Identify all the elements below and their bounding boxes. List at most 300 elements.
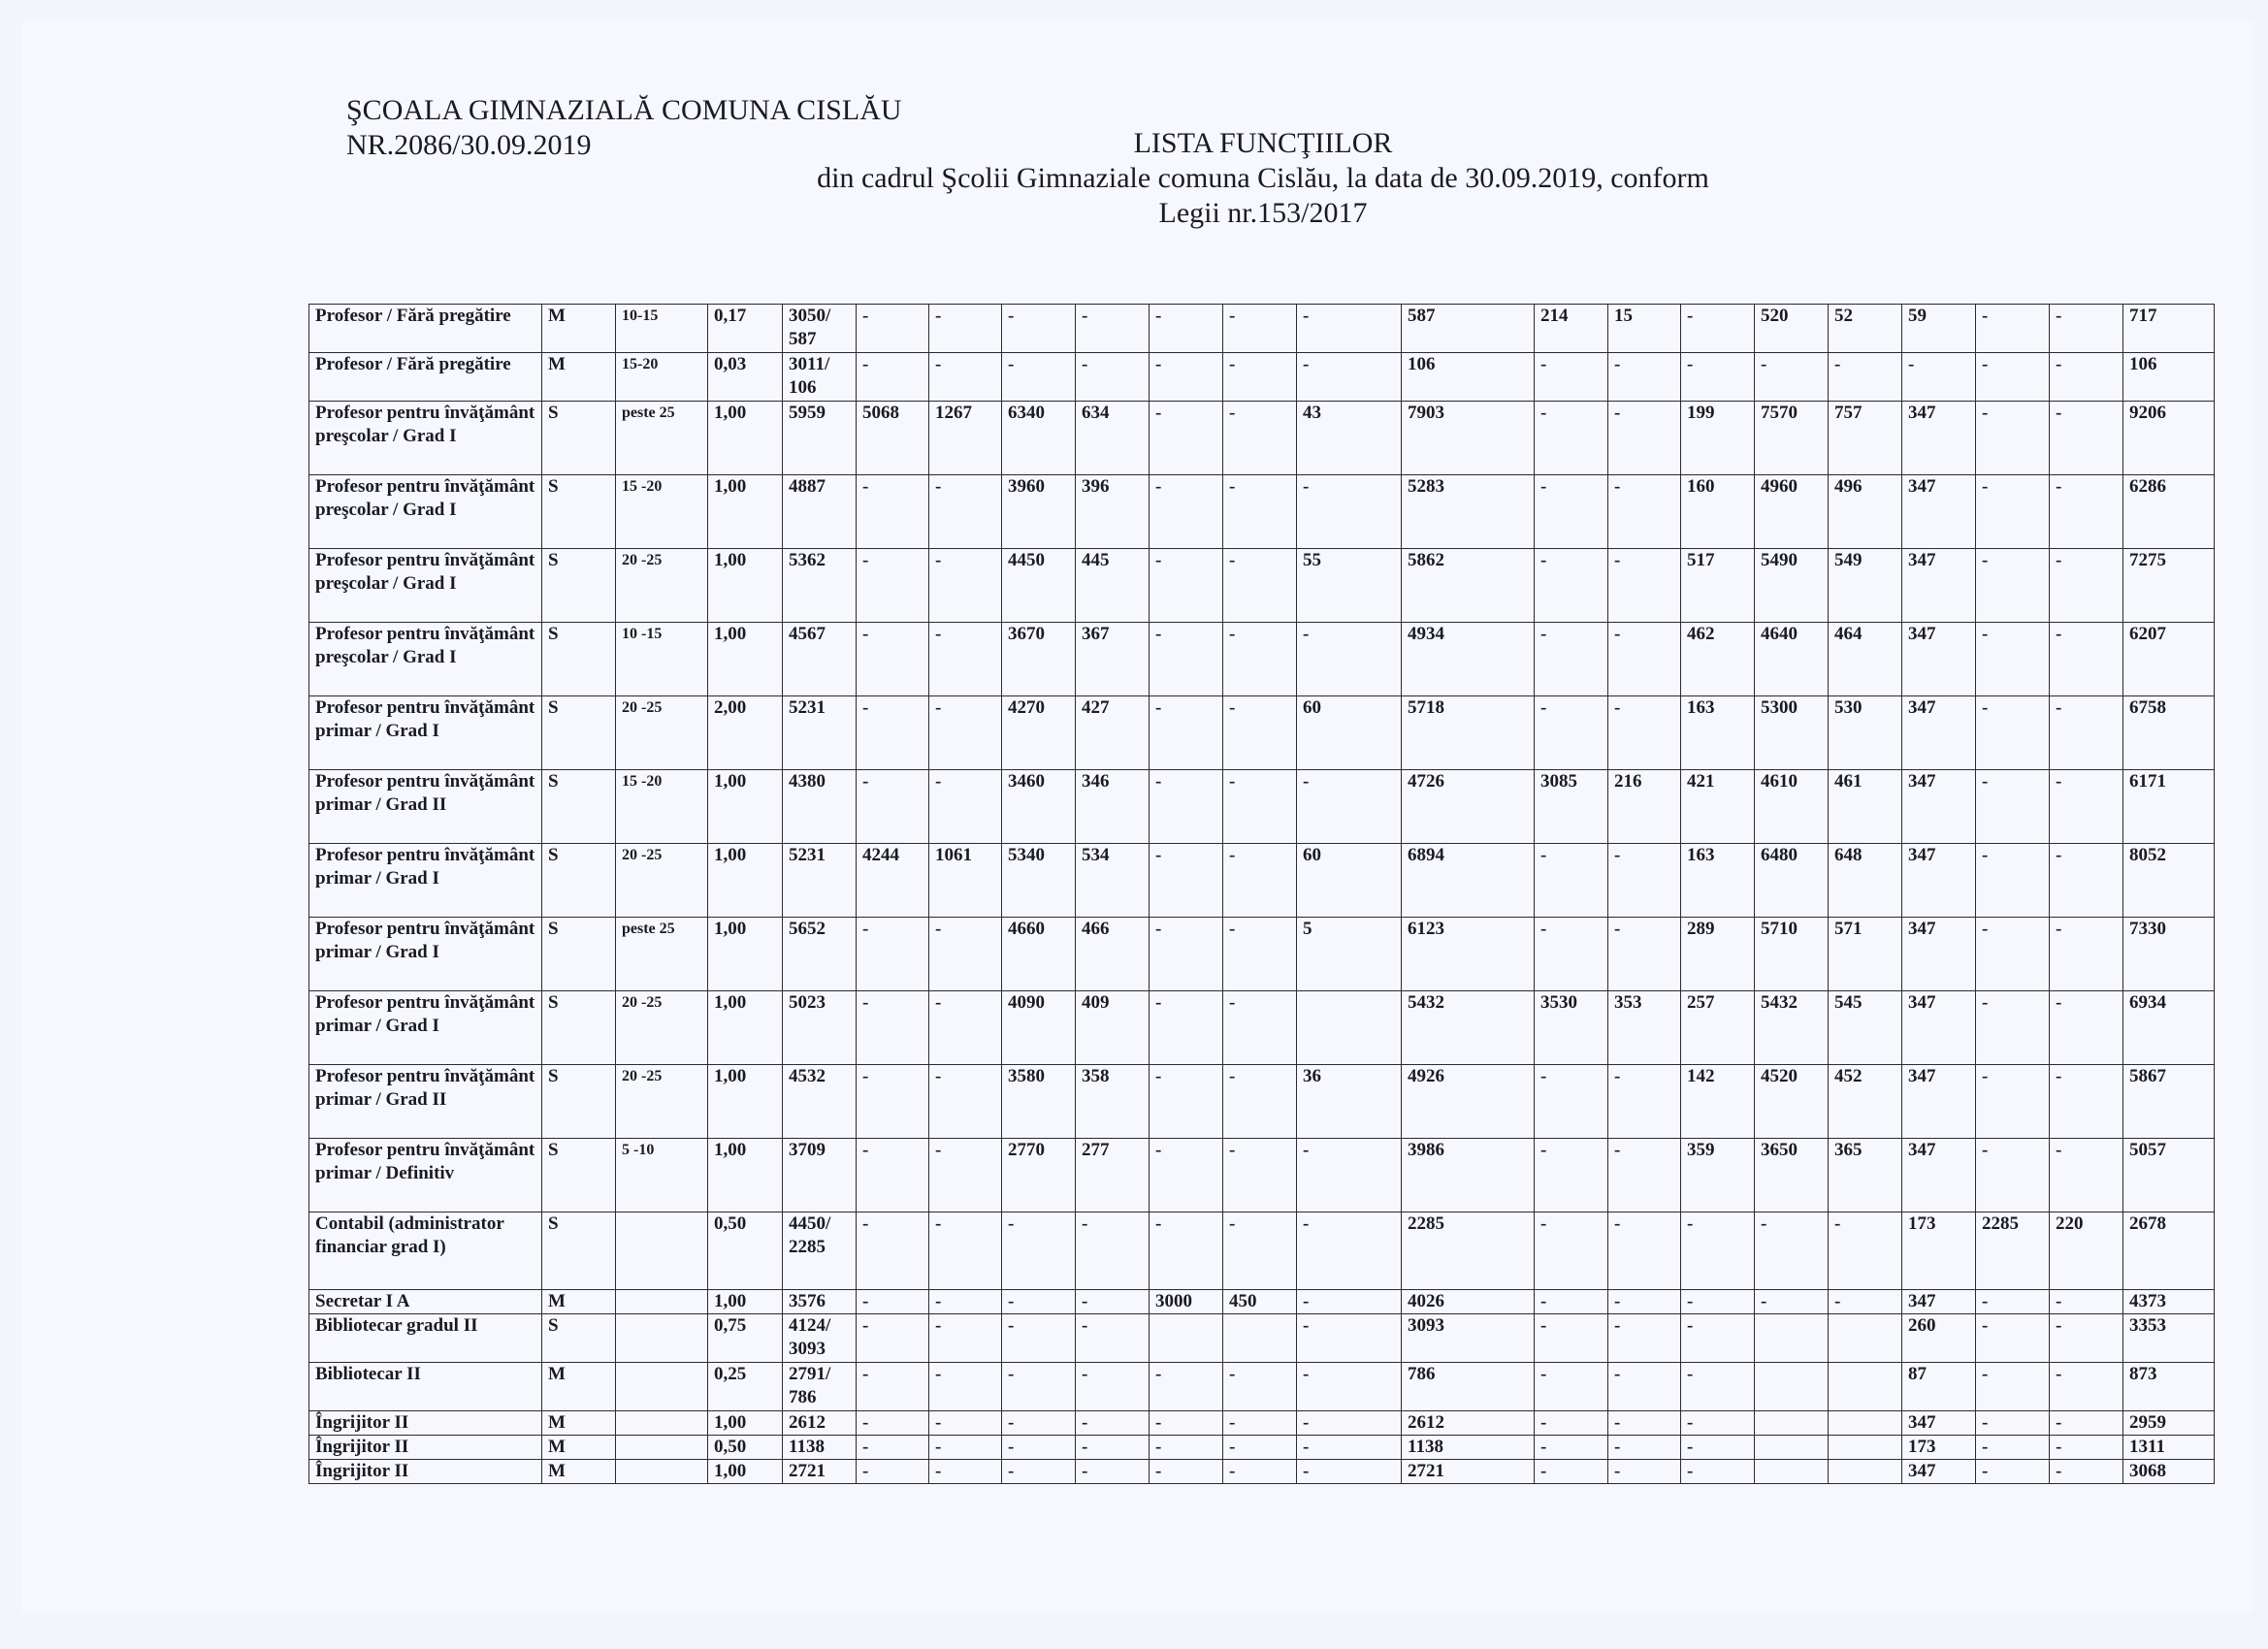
- cell-c11: -: [1223, 1436, 1297, 1460]
- cell-c20: -: [1976, 1139, 2050, 1212]
- cell-c11: -: [1223, 1460, 1297, 1484]
- cell-c19: 347: [1902, 1460, 1976, 1484]
- cell-c21: -: [2050, 1065, 2123, 1139]
- cell-c18: [1829, 1411, 1902, 1436]
- cell-c6: -: [857, 305, 929, 353]
- cell-c18: 464: [1829, 623, 1902, 696]
- cell-c11: -: [1223, 1065, 1297, 1139]
- cell-c12: -: [1297, 1363, 1402, 1411]
- cell-job-title: Bibliotecar II: [309, 1363, 542, 1411]
- cell-gross-total: 3093: [1402, 1314, 1535, 1363]
- cell-c16: -: [1681, 305, 1755, 353]
- cell-c19: 347: [1902, 696, 1976, 770]
- cell-c18: 461: [1829, 770, 1902, 844]
- cell-job-title: Profesor pentru învăţământ primar / Grad I: [309, 844, 542, 918]
- cell-c20: -: [1976, 305, 2050, 353]
- cell-c8: -: [1002, 1363, 1076, 1411]
- cell-norm: 0,03: [708, 353, 783, 402]
- cell-c12: 60: [1297, 844, 1402, 918]
- cell-norm: 1,00: [708, 549, 783, 623]
- cell-c8: 4090: [1002, 991, 1076, 1065]
- cell-c9: -: [1076, 1460, 1150, 1484]
- cell-education-level: M: [542, 353, 616, 402]
- cell-norm: 0,50: [708, 1212, 783, 1290]
- cell-c21: -: [2050, 549, 2123, 623]
- cell-c11: -: [1223, 770, 1297, 844]
- cell-c14: -: [1535, 1212, 1608, 1290]
- cell-c7: -: [929, 1065, 1002, 1139]
- cell-education-level: M: [542, 1460, 616, 1484]
- table-row: [309, 1363, 2215, 1411]
- school-name: ŞCOALA GIMNAZIALĂ COMUNA CISLĂU: [346, 94, 902, 126]
- table-row: [309, 1460, 2215, 1484]
- cell-seniority: 15-20: [616, 353, 708, 402]
- cell-norm: 1,00: [708, 1290, 783, 1314]
- cell-c7: -: [929, 1460, 1002, 1484]
- cell-c12: -: [1297, 1460, 1402, 1484]
- cell-c20: -: [1976, 991, 2050, 1065]
- cell-c16: 199: [1681, 402, 1755, 475]
- cell-c12: -: [1297, 1139, 1402, 1212]
- cell-c7: -: [929, 1411, 1002, 1436]
- cell-education-level: M: [542, 1290, 616, 1314]
- cell-c19: 347: [1902, 1411, 1976, 1436]
- cell-c14: -: [1535, 1314, 1608, 1363]
- cell-c11: -: [1223, 1139, 1297, 1212]
- cell-c20: -: [1976, 475, 2050, 549]
- cell-c9: 396: [1076, 475, 1150, 549]
- cell-c8: 3670: [1002, 623, 1076, 696]
- cell-c19: 347: [1902, 402, 1976, 475]
- cell-final-total: 6758: [2123, 696, 2215, 770]
- cell-c18: 549: [1829, 549, 1902, 623]
- cell-c18: [1829, 1363, 1902, 1411]
- cell-c11: [1223, 1314, 1297, 1363]
- cell-c11: -: [1223, 402, 1297, 475]
- cell-job-title: Contabil (administrator financiar grad I): [309, 1212, 542, 1290]
- cell-base-salary: 5959: [783, 402, 857, 475]
- cell-c17: [1755, 1363, 1829, 1411]
- cell-c14: 3085: [1535, 770, 1608, 844]
- cell-c17: 3650: [1755, 1139, 1829, 1212]
- cell-c10: -: [1150, 1212, 1223, 1290]
- cell-education-level: S: [542, 1139, 616, 1212]
- cell-c15: -: [1608, 1212, 1681, 1290]
- table-row: [309, 1065, 2215, 1139]
- cell-c18: 571: [1829, 918, 1902, 991]
- cell-norm: 2,00: [708, 696, 783, 770]
- cell-c15: -: [1608, 844, 1681, 918]
- cell-c17: 5710: [1755, 918, 1829, 991]
- cell-norm: 1,00: [708, 844, 783, 918]
- cell-c11: -: [1223, 844, 1297, 918]
- cell-c21: -: [2050, 844, 2123, 918]
- cell-c21: -: [2050, 1139, 2123, 1212]
- cell-c12: -: [1297, 1212, 1402, 1290]
- cell-c8: -: [1002, 1290, 1076, 1314]
- cell-seniority: [616, 1290, 708, 1314]
- cell-c19: 347: [1902, 1065, 1976, 1139]
- cell-c12: 5: [1297, 918, 1402, 991]
- cell-c15: -: [1608, 1314, 1681, 1363]
- cell-final-total: 7275: [2123, 549, 2215, 623]
- cell-c15: -: [1608, 475, 1681, 549]
- cell-c20: -: [1976, 623, 2050, 696]
- cell-job-title: Secretar I A: [309, 1290, 542, 1314]
- cell-c9: 445: [1076, 549, 1150, 623]
- cell-c19: -: [1902, 353, 1976, 402]
- cell-c12: -: [1297, 1314, 1402, 1363]
- cell-c6: -: [857, 623, 929, 696]
- cell-c14: -: [1535, 844, 1608, 918]
- cell-c7: -: [929, 1363, 1002, 1411]
- cell-c8: 4450: [1002, 549, 1076, 623]
- cell-seniority: peste 25: [616, 918, 708, 991]
- cell-job-title: Îngrijitor II: [309, 1436, 542, 1460]
- cell-c10: -: [1150, 549, 1223, 623]
- cell-seniority: peste 25: [616, 402, 708, 475]
- cell-c18: 648: [1829, 844, 1902, 918]
- cell-education-level: S: [542, 549, 616, 623]
- cell-norm: 1,00: [708, 918, 783, 991]
- cell-c11: -: [1223, 549, 1297, 623]
- cell-gross-total: 786: [1402, 1363, 1535, 1411]
- cell-base-salary: 4450/ 2285: [783, 1212, 857, 1290]
- cell-c11: -: [1223, 1363, 1297, 1411]
- table-row: [309, 1290, 2215, 1314]
- cell-gross-total: 5718: [1402, 696, 1535, 770]
- cell-c20: -: [1976, 1314, 2050, 1363]
- cell-final-total: 106: [2123, 353, 2215, 402]
- cell-seniority: [616, 1363, 708, 1411]
- cell-c9: 367: [1076, 623, 1150, 696]
- cell-final-total: 6171: [2123, 770, 2215, 844]
- cell-final-total: 8052: [2123, 844, 2215, 918]
- cell-c15: -: [1608, 1460, 1681, 1484]
- cell-c17: 5432: [1755, 991, 1829, 1065]
- cell-gross-total: 2612: [1402, 1411, 1535, 1436]
- cell-c11: -: [1223, 1212, 1297, 1290]
- cell-c20: -: [1976, 402, 2050, 475]
- table-row: [309, 1436, 2215, 1460]
- cell-c16: 421: [1681, 770, 1755, 844]
- cell-education-level: S: [542, 844, 616, 918]
- cell-c10: -: [1150, 844, 1223, 918]
- cell-c21: -: [2050, 402, 2123, 475]
- cell-c18: 365: [1829, 1139, 1902, 1212]
- cell-c11: -: [1223, 918, 1297, 991]
- cell-seniority: 5 -10: [616, 1139, 708, 1212]
- cell-c11: -: [1223, 696, 1297, 770]
- table-row: [309, 1314, 2215, 1363]
- cell-final-total: 2959: [2123, 1411, 2215, 1436]
- table-row: [309, 305, 2215, 353]
- cell-job-title: Profesor pentru învăţământ primar / Definitiv: [309, 1139, 542, 1212]
- cell-c20: 2285: [1976, 1212, 2050, 1290]
- cell-c7: 1267: [929, 402, 1002, 475]
- cell-final-total: 7330: [2123, 918, 2215, 991]
- cell-c17: -: [1755, 1290, 1829, 1314]
- cell-c9: 409: [1076, 991, 1150, 1065]
- cell-c8: 3580: [1002, 1065, 1076, 1139]
- cell-seniority: 10-15: [616, 305, 708, 353]
- cell-c14: -: [1535, 1065, 1608, 1139]
- cell-c20: -: [1976, 1436, 2050, 1460]
- cell-gross-total: 5862: [1402, 549, 1535, 623]
- table-row: [309, 1139, 2215, 1212]
- cell-c18: 757: [1829, 402, 1902, 475]
- cell-gross-total: 587: [1402, 305, 1535, 353]
- cell-c17: 4960: [1755, 475, 1829, 549]
- cell-c17: -: [1755, 353, 1829, 402]
- cell-seniority: 20 -25: [616, 1065, 708, 1139]
- cell-c21: -: [2050, 305, 2123, 353]
- cell-norm: 1,00: [708, 991, 783, 1065]
- cell-c9: 534: [1076, 844, 1150, 918]
- cell-c12: 36: [1297, 1065, 1402, 1139]
- cell-c21: -: [2050, 770, 2123, 844]
- cell-c15: -: [1608, 1411, 1681, 1436]
- cell-c10: [1150, 1314, 1223, 1363]
- cell-c6: -: [857, 1139, 929, 1212]
- cell-c10: -: [1150, 770, 1223, 844]
- cell-job-title: Îngrijitor II: [309, 1411, 542, 1436]
- cell-c14: -: [1535, 1411, 1608, 1436]
- cell-seniority: 20 -25: [616, 696, 708, 770]
- document-subtitle-law: Legii nr.153/2017: [1158, 197, 1368, 229]
- cell-c21: -: [2050, 1314, 2123, 1363]
- cell-c20: -: [1976, 1290, 2050, 1314]
- cell-c21: -: [2050, 1411, 2123, 1436]
- cell-job-title: Profesor pentru învăţământ primar / Grad II: [309, 1065, 542, 1139]
- cell-education-level: S: [542, 623, 616, 696]
- cell-c6: 5068: [857, 402, 929, 475]
- cell-c21: -: [2050, 353, 2123, 402]
- cell-c10: -: [1150, 402, 1223, 475]
- cell-c18: [1829, 1436, 1902, 1460]
- cell-gross-total: 5432: [1402, 991, 1535, 1065]
- cell-c19: 347: [1902, 918, 1976, 991]
- cell-seniority: 10 -15: [616, 623, 708, 696]
- cell-final-total: 5057: [2123, 1139, 2215, 1212]
- cell-gross-total: 4726: [1402, 770, 1535, 844]
- cell-c16: -: [1681, 1411, 1755, 1436]
- cell-c12: -: [1297, 770, 1402, 844]
- cell-c9: -: [1076, 1411, 1150, 1436]
- cell-c18: -: [1829, 1290, 1902, 1314]
- cell-c14: -: [1535, 353, 1608, 402]
- cell-c15: -: [1608, 353, 1681, 402]
- cell-base-salary: 4887: [783, 475, 857, 549]
- cell-c6: -: [857, 1314, 929, 1363]
- cell-c21: 220: [2050, 1212, 2123, 1290]
- cell-c7: -: [929, 991, 1002, 1065]
- cell-c7: -: [929, 1212, 1002, 1290]
- cell-c7: -: [929, 353, 1002, 402]
- cell-c12: -: [1297, 305, 1402, 353]
- cell-c20: -: [1976, 1363, 2050, 1411]
- cell-education-level: S: [542, 991, 616, 1065]
- cell-base-salary: 3050/ 587: [783, 305, 857, 353]
- cell-c11: -: [1223, 353, 1297, 402]
- table-row: [309, 1411, 2215, 1436]
- cell-gross-total: 7903: [1402, 402, 1535, 475]
- cell-c16: -: [1681, 1314, 1755, 1363]
- cell-c14: -: [1535, 623, 1608, 696]
- cell-c15: -: [1608, 549, 1681, 623]
- cell-job-title: Profesor pentru învăţământ preşcolar / Grad I: [309, 549, 542, 623]
- cell-c6: -: [857, 1460, 929, 1484]
- cell-c17: [1755, 1436, 1829, 1460]
- cell-final-total: 5867: [2123, 1065, 2215, 1139]
- cell-c18: 496: [1829, 475, 1902, 549]
- cell-c6: -: [857, 1290, 929, 1314]
- cell-c17: 6480: [1755, 844, 1829, 918]
- cell-c8: -: [1002, 353, 1076, 402]
- cell-c8: 2770: [1002, 1139, 1076, 1212]
- cell-final-total: 717: [2123, 305, 2215, 353]
- cell-c15: -: [1608, 623, 1681, 696]
- cell-norm: 0,75: [708, 1314, 783, 1363]
- cell-job-title: Profesor / Fără pregătire: [309, 353, 542, 402]
- cell-c7: -: [929, 475, 1002, 549]
- cell-norm: 0,50: [708, 1436, 783, 1460]
- cell-c14: -: [1535, 549, 1608, 623]
- cell-c6: -: [857, 1212, 929, 1290]
- cell-job-title: Bibliotecar gradul II: [309, 1314, 542, 1363]
- cell-norm: 1,00: [708, 475, 783, 549]
- cell-c19: 260: [1902, 1314, 1976, 1363]
- cell-c6: -: [857, 1363, 929, 1411]
- table-row: [309, 918, 2215, 991]
- cell-c7: 1061: [929, 844, 1002, 918]
- cell-c12: -: [1297, 1290, 1402, 1314]
- cell-c9: -: [1076, 305, 1150, 353]
- cell-gross-total: 5283: [1402, 475, 1535, 549]
- cell-gross-total: 4934: [1402, 623, 1535, 696]
- cell-c17: 4520: [1755, 1065, 1829, 1139]
- cell-base-salary: 5023: [783, 991, 857, 1065]
- cell-c11: 450: [1223, 1290, 1297, 1314]
- cell-seniority: [616, 1212, 708, 1290]
- cell-c11: -: [1223, 475, 1297, 549]
- cell-final-total: 6286: [2123, 475, 2215, 549]
- cell-c18: -: [1829, 1212, 1902, 1290]
- cell-base-salary: 4124/ 3093: [783, 1314, 857, 1363]
- cell-seniority: [616, 1436, 708, 1460]
- cell-c16: 517: [1681, 549, 1755, 623]
- cell-c20: -: [1976, 770, 2050, 844]
- cell-c6: -: [857, 475, 929, 549]
- cell-base-salary: 5362: [783, 549, 857, 623]
- cell-final-total: 6934: [2123, 991, 2215, 1065]
- cell-c15: -: [1608, 696, 1681, 770]
- cell-seniority: 20 -25: [616, 549, 708, 623]
- cell-c19: 347: [1902, 844, 1976, 918]
- cell-c18: 545: [1829, 991, 1902, 1065]
- cell-c16: 163: [1681, 844, 1755, 918]
- cell-final-total: 3353: [2123, 1314, 2215, 1363]
- cell-norm: 1,00: [708, 402, 783, 475]
- cell-c9: -: [1076, 1314, 1150, 1363]
- cell-education-level: M: [542, 1436, 616, 1460]
- cell-c17: 520: [1755, 305, 1829, 353]
- cell-c6: -: [857, 1065, 929, 1139]
- cell-norm: 1,00: [708, 770, 783, 844]
- cell-c14: -: [1535, 1290, 1608, 1314]
- cell-job-title: Profesor pentru învăţământ primar / Grad I: [309, 696, 542, 770]
- cell-c15: -: [1608, 918, 1681, 991]
- cell-education-level: M: [542, 1411, 616, 1436]
- cell-c16: 160: [1681, 475, 1755, 549]
- cell-c10: -: [1150, 1139, 1223, 1212]
- cell-base-salary: 5231: [783, 696, 857, 770]
- cell-education-level: M: [542, 1363, 616, 1411]
- cell-c17: 4640: [1755, 623, 1829, 696]
- cell-c17: [1755, 1460, 1829, 1484]
- cell-c20: -: [1976, 918, 2050, 991]
- cell-education-level: S: [542, 402, 616, 475]
- cell-c14: -: [1535, 1436, 1608, 1460]
- cell-c9: 346: [1076, 770, 1150, 844]
- cell-c9: -: [1076, 1436, 1150, 1460]
- cell-c18: 530: [1829, 696, 1902, 770]
- cell-c11: -: [1223, 305, 1297, 353]
- cell-c14: 3530: [1535, 991, 1608, 1065]
- cell-c14: -: [1535, 918, 1608, 991]
- cell-job-title: Profesor / Fără pregătire: [309, 305, 542, 353]
- cell-base-salary: 3011/ 106: [783, 353, 857, 402]
- cell-c7: -: [929, 549, 1002, 623]
- cell-norm: 1,00: [708, 1460, 783, 1484]
- cell-base-salary: 2791/ 786: [783, 1363, 857, 1411]
- cell-final-total: 2678: [2123, 1212, 2215, 1290]
- cell-job-title: Îngrijitor II: [309, 1460, 542, 1484]
- table-row: [309, 844, 2215, 918]
- cell-c9: 277: [1076, 1139, 1150, 1212]
- cell-c10: -: [1150, 991, 1223, 1065]
- cell-c15: 353: [1608, 991, 1681, 1065]
- cell-c21: -: [2050, 623, 2123, 696]
- cell-c10: -: [1150, 475, 1223, 549]
- cell-c19: 347: [1902, 770, 1976, 844]
- cell-c10: -: [1150, 305, 1223, 353]
- cell-c19: 347: [1902, 475, 1976, 549]
- cell-c15: 216: [1608, 770, 1681, 844]
- cell-c21: -: [2050, 1363, 2123, 1411]
- cell-education-level: S: [542, 770, 616, 844]
- cell-norm: 1,00: [708, 1411, 783, 1436]
- cell-c20: -: [1976, 696, 2050, 770]
- cell-c14: -: [1535, 1460, 1608, 1484]
- cell-c17: 5490: [1755, 549, 1829, 623]
- cell-base-salary: 2612: [783, 1411, 857, 1436]
- cell-c21: -: [2050, 991, 2123, 1065]
- cell-c10: -: [1150, 353, 1223, 402]
- cell-c14: -: [1535, 696, 1608, 770]
- cell-c19: 173: [1902, 1212, 1976, 1290]
- document-subtitle: din cadrul Şcolii Gimnaziale comuna Cislău, la data de 30.09.2019, conform: [817, 162, 1709, 194]
- cell-c7: -: [929, 1290, 1002, 1314]
- cell-c14: -: [1535, 475, 1608, 549]
- table-row: [309, 623, 2215, 696]
- cell-c20: -: [1976, 1460, 2050, 1484]
- cell-seniority: 20 -25: [616, 844, 708, 918]
- cell-job-title: Profesor pentru învăţământ primar / Grad I: [309, 991, 542, 1065]
- cell-c8: 5340: [1002, 844, 1076, 918]
- cell-job-title: Profesor pentru învăţământ preşcolar / Grad I: [309, 623, 542, 696]
- table-row: [309, 353, 2215, 402]
